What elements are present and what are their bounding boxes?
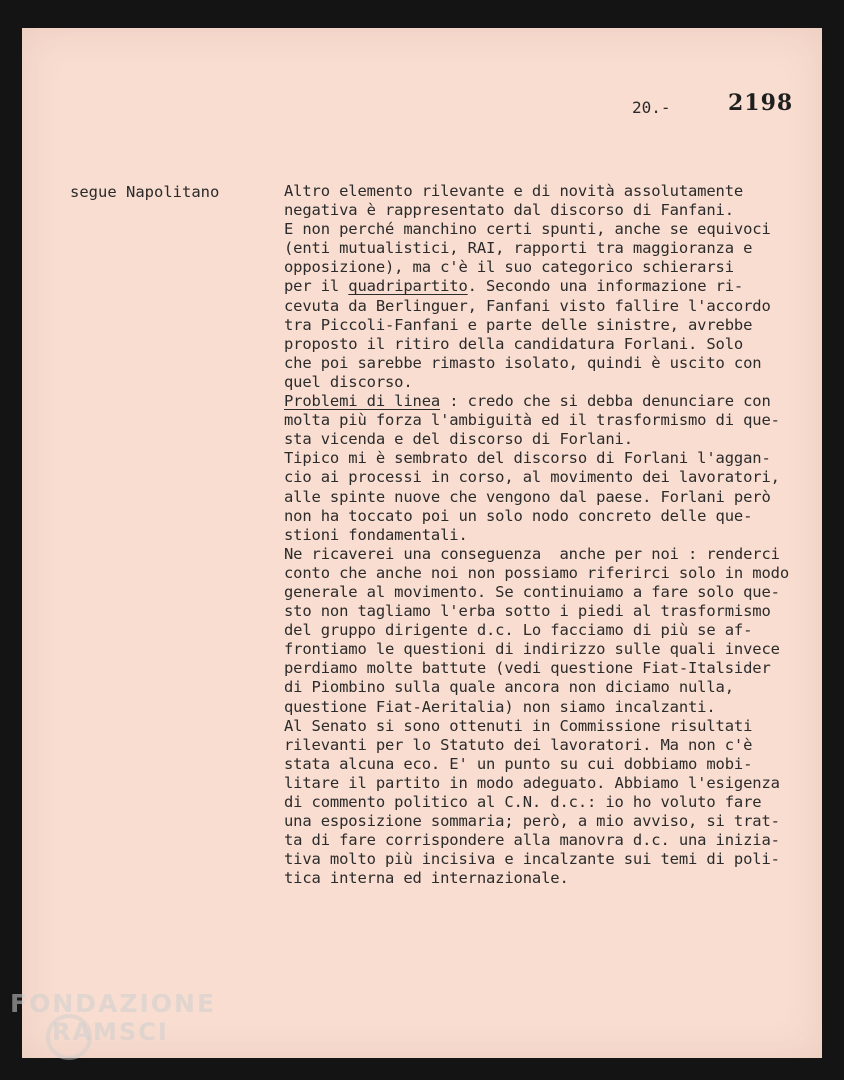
text-line: una esposizione sommaria; però, a mio avviso, si trat- [284, 812, 780, 831]
text-line: Tipico mi è sembrato del discorso di Forlani l'aggan- [284, 449, 771, 468]
text-line: che poi sarebbe rimasto isolato, quindi è uscito con [284, 353, 762, 372]
text-line: del gruppo dirigente d.c. Lo facciamo di più se af- [284, 621, 753, 640]
text-line: frontiamo le questioni di indirizzo sulle quali invece [284, 640, 780, 659]
text-line: generale al movimento. Se continuiamo a fare solo que- [284, 582, 780, 601]
page-number-large: 2198 [728, 90, 794, 116]
text-line: questione Fiat-Aeritalia) non siamo incalzanti. [284, 697, 716, 716]
text-segment: . Secondo una informazione ri- [467, 277, 744, 296]
speaker-label: segue Napolitano [70, 183, 220, 201]
text-line: litare il partito in modo adeguato. Abbiamo l'esigenza [284, 773, 780, 792]
text-line: sto non tagliamo l'erba sotto i piedi al trasformismo [284, 602, 771, 621]
text-line: sta vicenda e del discorso di Forlani. [284, 430, 633, 449]
watermark-line-2: RAMSCI [52, 1018, 169, 1046]
page-number-small: 20.- [632, 98, 671, 117]
text-line: opposizione), ma c'è il suo categorico schierarsi [284, 258, 734, 277]
text-line: ta di fare corrispondere alla manovra d.c. una inizia- [284, 831, 780, 850]
text-segment: per il [284, 277, 349, 296]
text-line: proposto il ritiro della candidatura Forlani. Solo [284, 334, 744, 353]
text-segment: : credo che si debba denunciare con [440, 392, 771, 411]
text-line: stioni fondamentali. [284, 525, 468, 544]
text-line: di Piombino sulla quale ancora non diciamo nulla, [284, 678, 734, 697]
text-line: (enti mutualistici, RAI, rapporti tra maggioranza e [284, 239, 753, 258]
watermark-line-1: FONDAZIONE [10, 989, 217, 1018]
text-line [284, 392, 804, 411]
text-line: perdiamo molte battute (vedi questione Fiat-Italsider [284, 659, 771, 678]
text-line: molta più forza l'ambiguità ed il trasformismo di que- [284, 411, 780, 430]
text-line: tiva molto più incisiva e incalzante sui temi di poli- [284, 850, 780, 869]
text-line: quel discorso. [284, 372, 413, 391]
text-line: tica interna ed internazionale. [284, 869, 569, 888]
text-line: stata alcuna eco. E' un punto su cui dobbiamo mobi- [284, 754, 753, 773]
text-line: tra Piccoli-Fanfani e parte delle sinistre, avrebbe [284, 315, 753, 334]
text-line: Al Senato si sono ottenuti in Commissione risultati [284, 716, 753, 735]
text-line: negativa è rappresentato dal discorso di Fanfani. [284, 201, 734, 220]
watermark-g-logo [46, 1014, 92, 1060]
text-line: E non perché manchino certi spunti, anche se equivoci [284, 220, 771, 239]
text-line: Altro elemento rilevante e di novità assolutamente [284, 182, 744, 200]
text-line: Ne ricaverei una conseguenza anche per noi : renderci [284, 544, 780, 563]
underlined-heading: quadripartito [348, 277, 468, 296]
text-line: cio ai processi in corso, al movimento dei lavoratori, [284, 468, 780, 487]
text-line: alle spinte nuove che vengono dal paese. Forlani però [284, 487, 771, 506]
text-line [284, 277, 804, 296]
text-line: rilevanti per lo Statuto dei lavoratori. Ma non c'è [284, 735, 753, 754]
archive-watermark [10, 990, 220, 1060]
text-line: non ha toccato poi un solo nodo concreto delle que- [284, 506, 753, 525]
text-line: cevuta da Berlinguer, Fanfani visto fallire l'accordo [284, 296, 771, 315]
body-text [284, 182, 804, 888]
underlined-heading: Problemi di linea [284, 392, 441, 411]
text-line: conto che anche noi non possiamo riferirci solo in modo [284, 563, 789, 582]
text-line: di commento politico al C.N. d.c.: io ho voluto fare [284, 793, 762, 811]
